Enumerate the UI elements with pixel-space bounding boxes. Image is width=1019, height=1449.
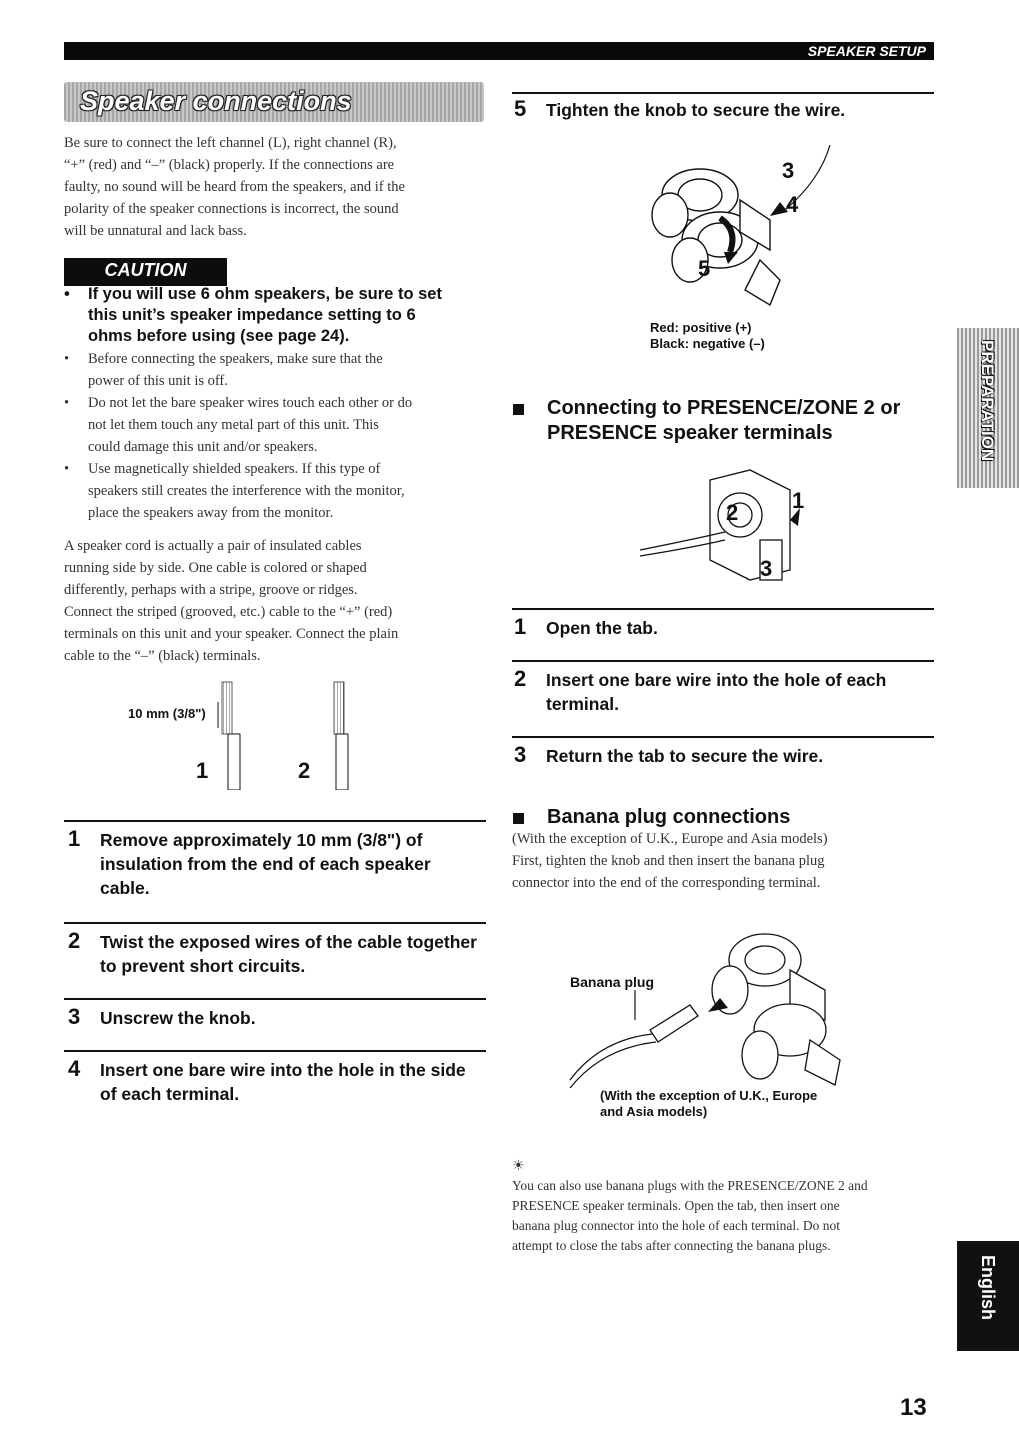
heading-line: PRESENCE speaker terminals — [547, 422, 833, 444]
step-line: Twist the exposed wires of the cable together — [100, 932, 477, 952]
fig-callout-1: 1 — [792, 488, 805, 513]
bullet-line: place the speakers away from the monitor. — [88, 505, 334, 521]
section-square-bullet — [513, 813, 524, 824]
header-bar — [64, 42, 934, 60]
red-positive-caption: Red: positive (+) — [650, 320, 752, 335]
wire-fig-number-1: 1 — [196, 758, 209, 783]
step-line: Tighten the knob to secure the wire. — [546, 100, 846, 120]
wire-illustration — [100, 672, 400, 790]
bullet-line: • Use magnetically shielded speakers. If this type of — [88, 461, 381, 477]
presence-terminal-figure — [640, 460, 840, 590]
fig-callout-3: 3 — [760, 556, 773, 581]
cord-line: cable to the “–” (black) terminals. — [64, 648, 261, 664]
cord-line: running side by side. One cable is colored or shaped — [64, 560, 367, 576]
step-divider — [512, 736, 934, 738]
bullet-line: • Do not let the bare speaker wires touch each other or do — [88, 395, 413, 411]
step-divider — [64, 820, 486, 822]
preparation-tab-label: PREPARATION — [978, 340, 997, 462]
step-number: 5 — [514, 96, 527, 121]
terminal-illustration — [620, 140, 860, 320]
bullet-line: power of this unit is off. — [88, 373, 228, 389]
step-divider — [64, 922, 486, 924]
cord-line: A speaker cord is actually a pair of insulated cables — [64, 538, 362, 554]
wire-fig-number-2: 2 — [298, 758, 311, 783]
step-number: 3 — [514, 742, 527, 767]
intro-line: “+” (red) and “–” (black) properly. If the connections are — [64, 157, 395, 173]
step-line: Insert one bare wire into the hole in the side — [100, 1060, 466, 1080]
section-title-banner — [64, 82, 484, 122]
caution-label: CAUTION — [104, 260, 187, 280]
intro-line: faulty, no sound will be heard from the speakers, and if the — [64, 179, 405, 195]
step-line: Unscrew the knob. — [100, 1008, 256, 1028]
caution-bold-line: ohms before using (see page 24). — [88, 327, 350, 345]
step-line: to prevent short circuits. — [100, 956, 306, 976]
section-title: Speaker connections — [80, 86, 352, 116]
intro-line: polarity of the speaker connections is incorrect, the sound — [64, 201, 399, 217]
fig-callout-4: 4 — [786, 192, 799, 217]
intro-line: will be unnatural and lack bass. — [64, 223, 247, 239]
bullet-line: could damage this unit and/or speakers. — [88, 439, 318, 455]
step-divider — [512, 92, 934, 94]
presence-heading — [547, 396, 937, 446]
bullet-dot: • — [64, 285, 70, 303]
caution-bold-line: this unit’s speaker impedance setting to 6 — [88, 306, 416, 324]
fig-callout-2: 2 — [726, 500, 739, 525]
tip-line: You can also use banana plugs with the PRESENCE/ZONE 2 and — [512, 1178, 868, 1193]
caution-badge — [64, 258, 227, 286]
banana-paragraph — [512, 828, 934, 894]
wire-measure-label: 10 mm (3/8") — [128, 706, 206, 721]
step-number: 4 — [68, 1056, 81, 1081]
heading-line: Connecting to PRESENCE/ZONE 2 or — [547, 397, 901, 419]
step-line: terminal. — [546, 694, 619, 714]
english-side-tab[interactable] — [957, 1241, 1019, 1351]
tip-line: banana plug connector into the hole of each terminal. Do not — [512, 1218, 841, 1233]
header-section-label: SPEAKER SETUP — [807, 43, 926, 59]
banana-plug-illustration — [540, 920, 900, 1090]
black-negative-caption: Black: negative (–) — [650, 336, 765, 351]
caution-bullet-list — [64, 348, 494, 524]
step-divider — [512, 608, 934, 610]
step-line: Open the tab. — [546, 618, 658, 638]
step-divider — [512, 660, 934, 662]
caution-bullet — [64, 458, 494, 524]
step-number: 1 — [514, 614, 527, 639]
tip-line: attempt to close the tabs after connecting the banana plugs. — [512, 1238, 831, 1253]
bullet-line: • Before connecting the speakers, make sure that the — [88, 351, 383, 367]
banana-caption-line: and Asia models) — [600, 1104, 708, 1119]
intro-paragraph — [64, 132, 494, 242]
step-number: 2 — [68, 928, 81, 953]
step-divider — [64, 998, 486, 1000]
tip-line: PRESENCE speaker terminals. Open the tab, then insert one — [512, 1198, 840, 1213]
bullet-line: not let them touch any metal part of this unit. This — [88, 417, 379, 433]
section-square-bullet — [513, 404, 524, 415]
caution-bullet — [64, 392, 494, 458]
cord-line: Connect the striped (grooved, etc.) cable to the “+” (red) — [64, 604, 393, 620]
presence-terminal-illustration — [640, 460, 840, 590]
banana-heading: Banana plug connections — [547, 806, 791, 828]
step-divider — [64, 1050, 486, 1052]
banana-caption-line: (With the exception of U.K., Europe — [600, 1088, 818, 1103]
step-line: Insert one bare wire into the hole of each — [546, 670, 887, 690]
tighten-knob-figure — [620, 140, 860, 360]
wire-strip-figure — [100, 672, 400, 790]
step-line: Return the tab to secure the wire. — [546, 746, 824, 766]
tip-icon: ☀ — [512, 1159, 525, 1174]
cord-line: terminals on this unit and your speaker. Connect the plain — [64, 626, 399, 642]
step-number: 2 — [514, 666, 527, 691]
fig-callout-5: 5 — [698, 256, 711, 281]
tip-paragraph — [512, 1176, 942, 1256]
bullet-line: speakers still creates the interference with the monitor, — [88, 483, 405, 499]
step-number: 3 — [68, 1004, 81, 1029]
caution-bullet — [64, 348, 494, 392]
caution-bold-line: If you will use 6 ohm speakers, be sure to set — [88, 285, 442, 303]
banana-line: First, tighten the knob and then insert the banana plug — [512, 853, 825, 869]
banana-plug-label: Banana plug — [570, 974, 655, 990]
fig-callout-3: 3 — [782, 158, 795, 183]
caution-warning — [64, 284, 494, 347]
page-number: 13 — [900, 1394, 927, 1421]
speaker-cord-paragraph — [64, 535, 494, 667]
cord-line: differently, perhaps with a stripe, groove or ridges. — [64, 582, 358, 598]
english-tab-label: English — [978, 1255, 998, 1321]
step-line: of each terminal. — [100, 1084, 240, 1104]
step-line: cable. — [100, 878, 150, 898]
banana-plug-figure — [540, 920, 900, 1130]
banana-line: (With the exception of U.K., Europe and Asia models) — [512, 831, 828, 847]
preparation-side-tab[interactable] — [957, 328, 1019, 488]
banana-line: connector into the end of the corresponding terminal. — [512, 875, 821, 891]
step-line: Remove approximately 10 mm (3/8") of — [100, 830, 423, 850]
intro-line: Be sure to connect the left channel (L), right channel (R), — [64, 135, 397, 151]
step-line: insulation from the end of each speaker — [100, 854, 431, 874]
step-number: 1 — [68, 826, 81, 851]
